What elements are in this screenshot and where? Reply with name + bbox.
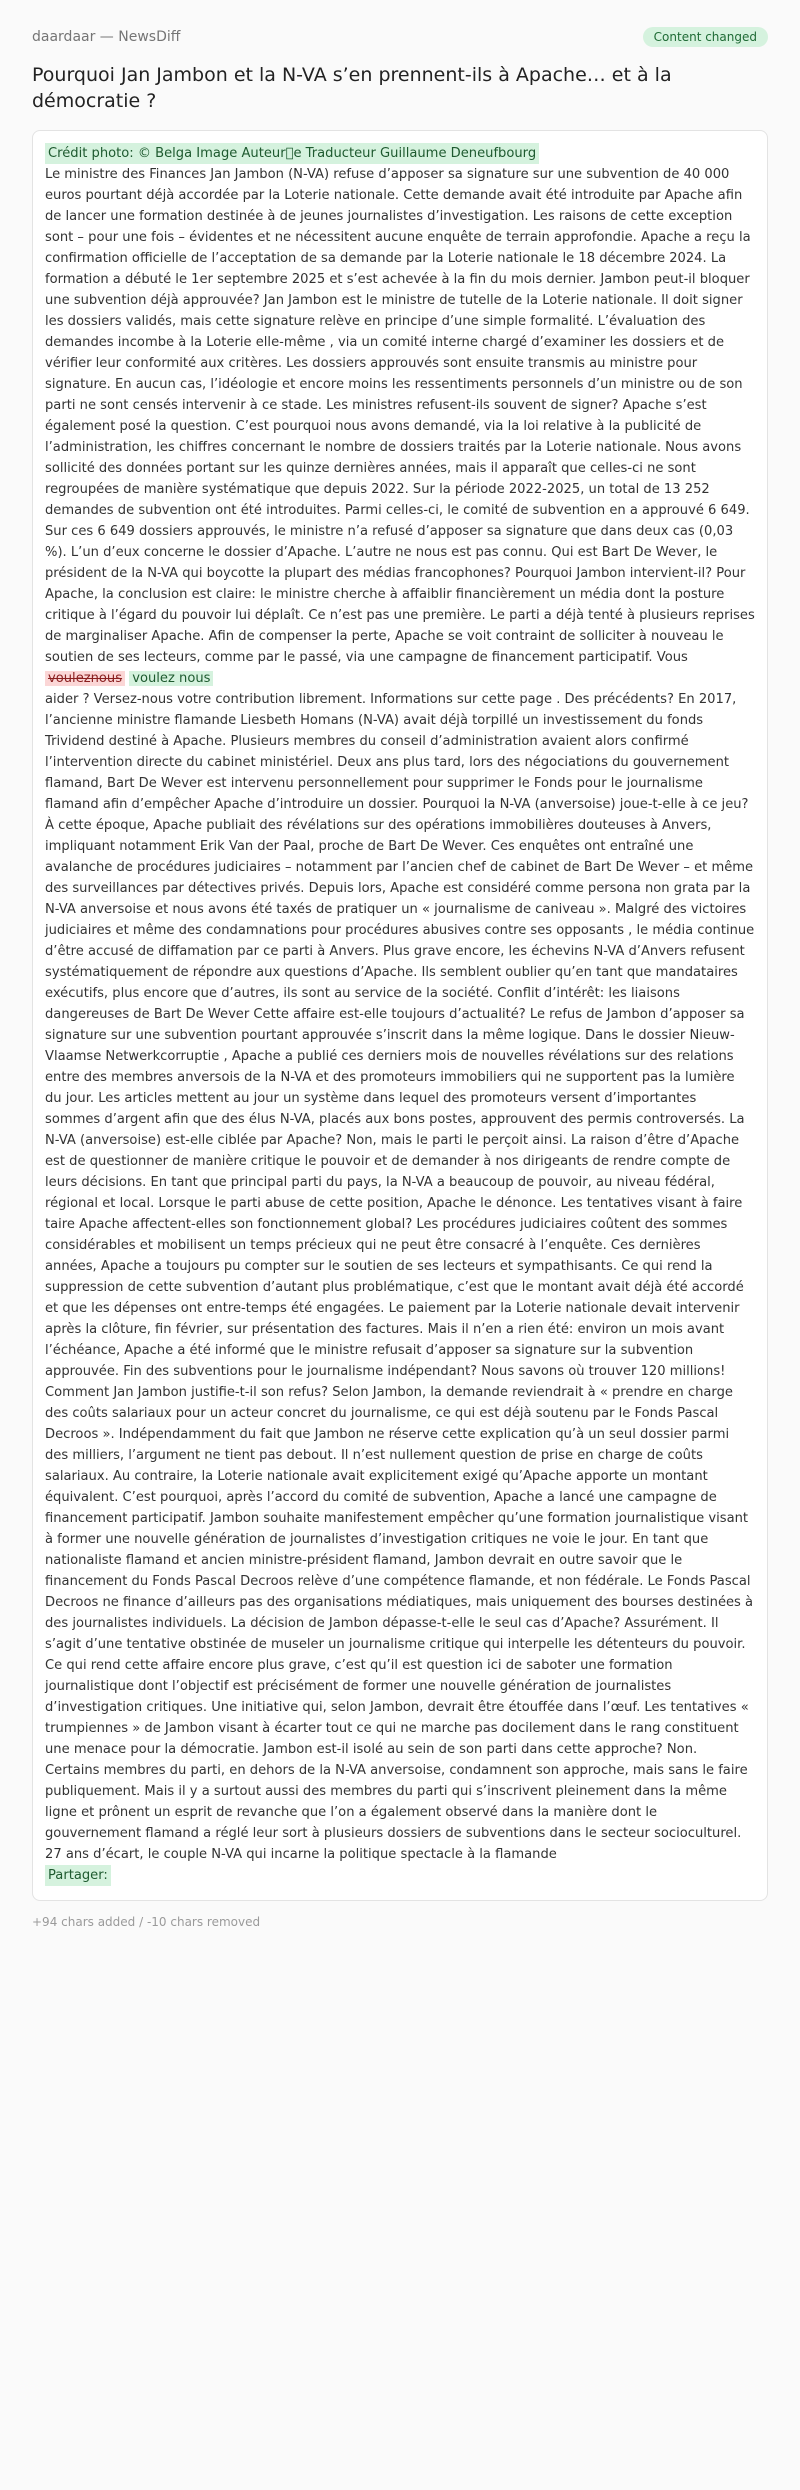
article-paragraph: Le ministre des Finances Jan Jambon (N-VA) refuse d’apposer sa signature sur une subvention de 40 000 euros pourtant déjà accordée par la Loterie nationale. Cette demande avait été introduite par Apache afin de lancer une formation destinée à de jeunes journalistes d’investigation. Les raisons de cette exception sont – pour une fois – évidentes et ne nécessitent aucune enquête de terrain approfondie. Apache a reçu la confirmation officielle de l’acceptation de sa demande par la Loterie nationale le 18 décembre 2024. La formation a débuté le 1er septembre 2025 et s’est achevée à la fin du mois dernier. Jambon peut-il bloquer une subvention déjà approuvée? Jan Jambon est le ministre de tutelle de la Loterie nationale. Il doit signer les dossiers validés, mais cette signature relève en principe d’une simple formalité. L’évaluation des demandes incombe à la Loterie elle-même , via un comité interne chargé d’examiner les dossiers et de vérifier leur conformité aux critères. Les dossiers approuvés sont ensuite transmis au ministre pour signature. En aucun cas, l’idéologie et encore moins les ressentiments personnels d’un ministre ou de son parti ne sont censés intervenir à ce stade. Les ministres refusent-ils souvent de signer? Apache s’est également posé la question. C’est pourquoi nous avons demandé, via la loi relative à la publicité de l’administration, les chiffres concernant le nombre de dossiers traités par la Loterie nationale. Nous avons sollicité des données portant sur les quinze dernières années, mais il apparaît que celles-ci ne sont regroupées de manière systématique que depuis 2022. Sur la période 2022-2025, un total de 13 252 demandes de subvention ont été introduites. Parmi celles-ci, le comité de subvention en a approuvé 6 649. Sur ces 6 649 dossiers approuvés, le ministre n’a refusé d’apposer sa signature que dans deux cas (0,03 %). L’un d’eux concerne le dossier d’Apache. L’autre ne nous est pas connu. Qui est Bart De Wever, le président de la N-VA qui boycotte la plupart des médias francophones? Pourquoi Jambon intervient-il? Pour Apache, la conclusion est claire: le ministre cherche à affaiblir financièrement un média dont la posture critique à l’égard du pouvoir lui déplaît. Ce n’est pas une première. Le parti a déjà tenté à plusieurs reprises de marginaliser Apache. Afin de compenser la perte, Apache se voit contraint de solliciter à nouveau le soutien de ses lecteurs, comme par le passé, via une campagne de financement participatif. Vous — [45, 167, 755, 665]
status-badge: Content changed — [643, 27, 768, 47]
removed-text: vouleznous — [45, 671, 125, 686]
article-title: Pourquoi Jan Jambon et la N-VA s’en prennent-ils à Apache… et à la démocratie ? — [32, 64, 672, 112]
article-card — [32, 130, 768, 1901]
added-text: voulez nous — [129, 671, 213, 686]
article-paragraph-continued: aider ? Versez-nous votre contribution librement. Informations sur cette page . Des précédents? En 2017, l’ancienne ministre flamande Liesbeth Homans (N-VA) avait déjà torpillé un investissement du fonds Trividend destiné à Apache. Plusieurs membres du conseil d’administration avaient alors confirmé l’intervention directe du cabinet ministériel. Deux ans plus tard, lors des négociations du gouvernement flamand, Bart De Wever est intervenu personnellement pour supprimer le Fonds pour le journalisme flamand afin d’empêcher Apache d’introduire un dossier. Pourquoi la N-VA (anversoise) joue-t-elle à ce jeu? À cette époque, Apache publiait des révélations sur des opérations immobilières douteuses à Anvers, impliquant notamment Erik Van der Paal, proche de Bart De Wever. Ces enquêtes ont entraîné une avalanche de procédures judiciaires – notamment par l’ancien chef de cabinet de Bart De Wever – et même des surveillances par détectives privés. Depuis lors, Apache est considéré comme persona non grata par la N-VA anversoise et nous avons été taxés de pratiquer un « journalisme de caniveau ». Malgré des victoires judiciaires et même des condamnations pour procédures abusives contre ses opposants , le média continue d’être accusé de diffamation par ce parti à Anvers. Plus grave encore, les échevins N-VA d’Anvers refusent systématiquement de répondre aux questions d’Apache. Ils semblent oublier qu’en tant que mandataires exécutifs, plus encore que d’autres, ils sont au service de la société. Conflit d’intérêt: les liaisons dangereuses de Bart De Wever Cette affaire est-elle toujours d’actualité? Le refus de Jambon d’apposer sa signature sur une subvention pourtant approuvée s’inscrit dans la même logique. Dans le dossier Nieuw-Vlaamse Netwerkcorruptie , Apache a publié ces derniers mois de nouvelles révélations sur des relations entre des membres anversois de la N-VA et des promoteurs immobiliers qui ne supportent pas la lumière du jour. Les articles mettent au jour un système dans lequel des promoteurs versent d’importantes sommes d’argent afin que des élus N-VA, placés aux bons postes, approuvent des permis controversés. La N-VA (anversoise) est-elle ciblée par Apache? Non, mais le parti le perçoit ainsi. La raison d’être d’Apache est de questionner de manière critique le pouvoir et de demander à nos dirigeants de rendre compte de leurs décisions. En tant que principal parti du pays, la N-VA a beaucoup de pouvoir, au niveau fédéral, régional et local. Lorsque le parti abuse de cette position, Apache le dénonce. Les tentatives visant à faire taire Apache affectent-elles son fonctionnement global? Les procédures judiciaires coûtent des sommes considérables et mobilisent un temps précieux qui ne peut être consacré à l’enquête. Ces dernières années, Apache a toujours pu compter sur le soutien de ses lecteurs et sympathisants. Ce qui rend la suppression de cette subvention d’autant plus problématique, c’est que le montant avait déjà été accordé et que les dépenses ont entre-temps été engagées. Le paiement par la Loterie nationale devait intervenir après la clôture, fin février, sur présentation des factures. Mais il n’en a rien été: environ un mois avant l’échéance, Apache a été informé que le ministre refusait d’apposer sa signature sur la subvention approuvée. Fin des subventions pour le journalisme indépendant? Nous savons où trouver 120 millions! Comment Jan Jambon justifie-t-il son refus? Selon Jambon, la demande reviendrait à « prendre en charge des coûts salariaux pour un acteur concret du journalisme, ce qui est déjà soutenu par le Fonds Pascal Decroos ». Indépendamment du fait que Jambon ne réserve cette explication qu’à un seul dossier parmi des milliers, l’argument ne tient pas debout. Il n’est nullement question de prise en charge de coûts salariaux. Au contraire, la Loterie nationale avait explicitement exigé qu’Apache apporte un montant équivalent. C’est pourquoi, après l’accord du comité de subvention, Apache a lancé une campagne de financement participatif. Jambon souhaite manifestement empêcher qu’une formation journalistique visant à former une nouvelle génération de journalistes d’investigation critiques ne voie le jour. En tant que nationaliste flamand et ancien ministre-président flamand, Jambon devrait en outre savoir que le financement du Fonds Pascal Decroos relève d’une compétence flamande, et non fédérale. Le Fonds Pascal Decroos ne finance d’ailleurs pas des organisations médiatiques, mais uniquement des bourses destinées à des journalistes individuels. La décision de Jambon dépasse-t-elle le seul cas d’Apache? Assurément. Il s’agit d’une tentative obstinée de museler un journalisme critique qui interpelle les détenteurs du pouvoir. Ce qui rend cette affaire encore plus grave, c’est qu’il est question ici de saboter une formation journalistique dont l’objectif est précisément de former une nouvelle génération de journalistes d’investigation critiques. Une initiative qui, selon Jambon, devrait être étouffée dans l’œuf. Les tentatives « trumpiennes » de Jambon visant à écarter tout ce qui ne marche pas docilement dans le rang constituent une menace pour la démocratie. Jambon est-il isolé au sein de son parti dans cette approche? Non. Certains membres du parti, en dehors de la N-VA anversoise, condamnent son approche, mais sans le faire publiquement. Mais il y a surtout aussi des membres du parti qui s’inscrivent pleinement dans la même ligne et prônent un esprit de revanche que l’on a également observé dans la manière dont le gouvernement flamand a réglé leur sort à plusieurs dossiers de subventions dans le secteur socioculturel. 27 ans d’écart, le couple N-VA qui incarne la politique spectacle à la flamande — [45, 692, 755, 1862]
diff-summary: +94 chars added / -10 chars removed — [32, 1915, 261, 1929]
diff-change — [45, 668, 755, 689]
top-bar — [32, 0, 768, 48]
site-name: daardaar — NewsDiff — [32, 29, 181, 45]
photo-credit: Crédit photo: © Belga Image Auteur e Traducteur Guillaume Deneufbourg — [45, 143, 539, 164]
share-label[interactable]: Partager: — [45, 1865, 111, 1886]
